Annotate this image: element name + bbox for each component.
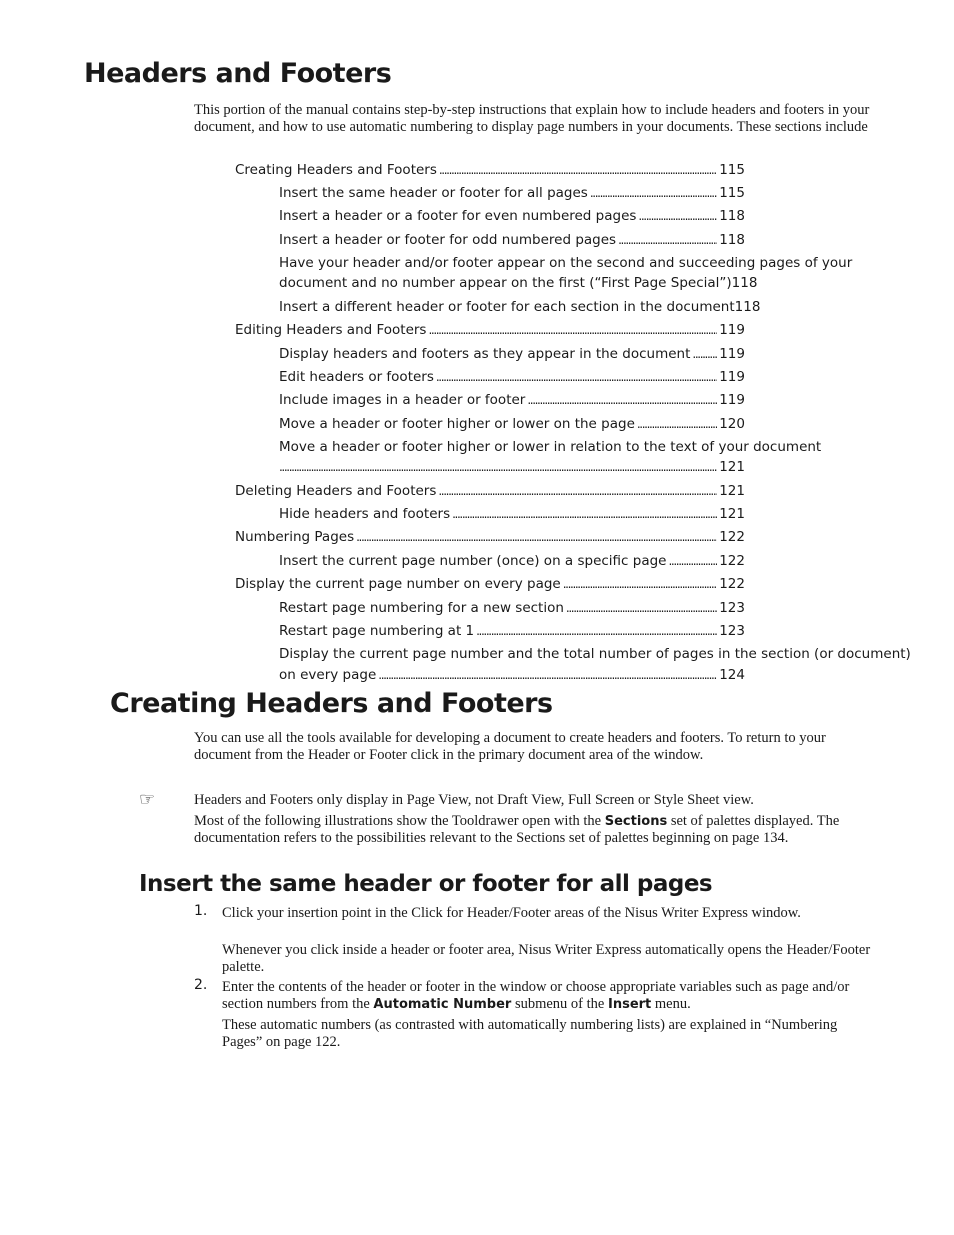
toc-label: Insert the same header or footer for all pages — [279, 185, 588, 201]
toc-entry-label[interactable] — [279, 644, 911, 664]
intro-paragraph: This portion of the manual contains step-by-step instructions that explain how to include headers and footers in your document, and how to use automatic numbering to display page numbers in your documents. These sections include — [194, 102, 870, 135]
toc-leader — [378, 665, 717, 685]
toc-page: 121 — [719, 506, 745, 522]
note-text: Headers and Footers only display in Page View, not Draft View, Full Screen or Style Sheet view. — [194, 792, 754, 808]
toc-page: 119 — [719, 322, 745, 338]
subsection-heading: Insert the same header or footer for all pages — [139, 871, 713, 897]
step-number: 2. — [194, 977, 208, 993]
toc-page: 118 — [734, 299, 761, 315]
toc-entry[interactable] — [279, 390, 745, 410]
toc-entry[interactable] — [235, 574, 745, 594]
text-run: Most of the following illustrations show the Tooldrawer open with the — [194, 813, 605, 829]
toc-entry[interactable] — [279, 621, 745, 641]
toc-label: Insert a different header or footer for each section in the document — [279, 299, 735, 315]
toc-label: Hide headers and footers — [279, 506, 451, 522]
toc-label: Move a header or footer higher or lower on the page — [279, 416, 635, 432]
toc-entry[interactable] — [279, 230, 745, 250]
toc-label: Numbering Pages — [235, 529, 355, 545]
toc-label: Editing Headers and Footers — [235, 322, 427, 338]
toc-entry[interactable] — [279, 253, 852, 293]
toc-page: 123 — [719, 600, 745, 616]
toc-entry-label[interactable] — [279, 437, 821, 457]
pointing-hand-icon: ☞ — [139, 789, 156, 810]
toc-page: 121 — [719, 459, 745, 475]
page-title: Headers and Footers — [84, 58, 392, 89]
toc-entry[interactable] — [279, 344, 745, 364]
toc-page: 119 — [719, 369, 745, 385]
toc-leader — [563, 574, 717, 594]
toc-entry[interactable] — [235, 320, 745, 340]
toc-leader — [692, 344, 717, 364]
toc-page: 123 — [719, 623, 745, 639]
toc-page: 119 — [719, 392, 745, 408]
toc-leader — [439, 160, 717, 180]
toc-entry[interactable] — [279, 206, 745, 226]
menu-reference: Sections — [604, 814, 668, 829]
toc-leader — [618, 230, 717, 250]
step-number: 1. — [194, 903, 208, 919]
toc-label: document and no number appear on the first (“First Page Special”) — [279, 275, 732, 291]
toc-entry[interactable] — [279, 598, 745, 618]
toc-page: 120 — [719, 416, 745, 432]
text-run: set of palettes displayed. The documentation refers to the possibilities relevant to the Sections set of palettes beginning on page 134. — [194, 813, 840, 846]
toc-entry[interactable] — [279, 297, 760, 317]
toc-leader — [452, 504, 717, 524]
toc-entry[interactable] — [235, 527, 745, 547]
toc-label: Display the current page number on every page — [235, 576, 561, 592]
toc-leader — [669, 551, 718, 571]
toc-leader — [638, 206, 717, 226]
toc-label: Restart page numbering at 1 — [279, 623, 475, 639]
toc-page: 118 — [719, 208, 745, 224]
toc-page: 122 — [719, 529, 745, 545]
toc-page: 121 — [719, 483, 745, 499]
step-note: Whenever you click inside a header or footer area, Nisus Writer Express automatically opens the Header/Footer palette. — [222, 942, 871, 975]
toc-leader — [527, 390, 717, 410]
toc-label: Include images in a header or footer — [279, 392, 526, 408]
text-run: Enter the contents of the header or footer in the window or choose appropriate variables such as page and/or section numbers from the — [222, 979, 850, 1012]
toc-label: Move a header or footer higher or lower in relation to the text of your document — [279, 439, 822, 455]
step-text: Click your insertion point in the Click for Header/Footer areas of the Nisus Writer Express window. — [222, 905, 801, 921]
toc-label: Insert a header or footer for odd numbered pages — [279, 232, 617, 248]
toc-page: 115 — [719, 162, 745, 178]
toc-page: 115 — [719, 185, 745, 201]
toc-page: 122 — [719, 553, 745, 569]
toc-entry[interactable] — [279, 183, 745, 203]
toc-label: Creating Headers and Footers — [235, 162, 437, 178]
toc-entry[interactable] — [235, 160, 745, 180]
toc-entry[interactable] — [279, 551, 745, 571]
toc-label: Insert the current page number (once) on a specific page — [279, 553, 667, 569]
toc-page: 122 — [719, 576, 745, 592]
text-run: menu. — [651, 996, 691, 1012]
toc-leader — [438, 481, 717, 501]
toc-entry[interactable] — [279, 457, 745, 477]
toc-leader — [428, 320, 717, 340]
toc-leader — [637, 414, 717, 434]
menu-reference: Insert — [607, 997, 652, 1012]
toc-label: Display headers and footers as they appear in the document — [279, 346, 691, 362]
illustration-note — [194, 813, 874, 847]
toc-label: Restart page numbering for a new section — [279, 600, 564, 616]
toc-label: on every page — [279, 667, 377, 683]
toc-leader — [476, 621, 717, 641]
toc-leader — [590, 183, 717, 203]
toc-leader — [436, 367, 717, 387]
step-text — [222, 979, 872, 1013]
toc-page: 118 — [731, 275, 758, 291]
toc-label: Have your header and/or footer appear on the second and succeeding pages of your — [279, 255, 853, 271]
toc-entry[interactable] — [279, 367, 745, 387]
toc-page: 118 — [719, 232, 745, 248]
section-heading: Creating Headers and Footers — [110, 688, 553, 719]
toc-label: Deleting Headers and Footers — [235, 483, 437, 499]
toc-label: Insert a header or a footer for even numbered pages — [279, 208, 637, 224]
toc-entry[interactable] — [279, 665, 745, 685]
toc-entry[interactable] — [279, 414, 745, 434]
toc-leader — [356, 527, 717, 547]
toc-entry[interactable] — [279, 504, 745, 524]
toc-entry[interactable] — [235, 481, 745, 501]
text-run: submenu of the — [511, 996, 608, 1012]
toc-page: 119 — [719, 346, 745, 362]
toc-label: Edit headers or footers — [279, 369, 434, 385]
toc-label: Display the current page number and the total number of pages in the section (or document) — [279, 646, 911, 662]
section-paragraph: You can use all the tools available for developing a document to create headers and footers. To return to your document from the Header or Footer click in the primary document area of the window. — [194, 730, 826, 763]
toc-leader — [279, 457, 717, 477]
menu-reference: Automatic Number — [373, 997, 512, 1012]
toc-page: 124 — [719, 667, 745, 683]
step-note: These automatic numbers (as contrasted with automatically numbering lists) are explained in “Numbering Pages” on page 122. — [222, 1017, 838, 1050]
toc-leader — [566, 598, 717, 618]
